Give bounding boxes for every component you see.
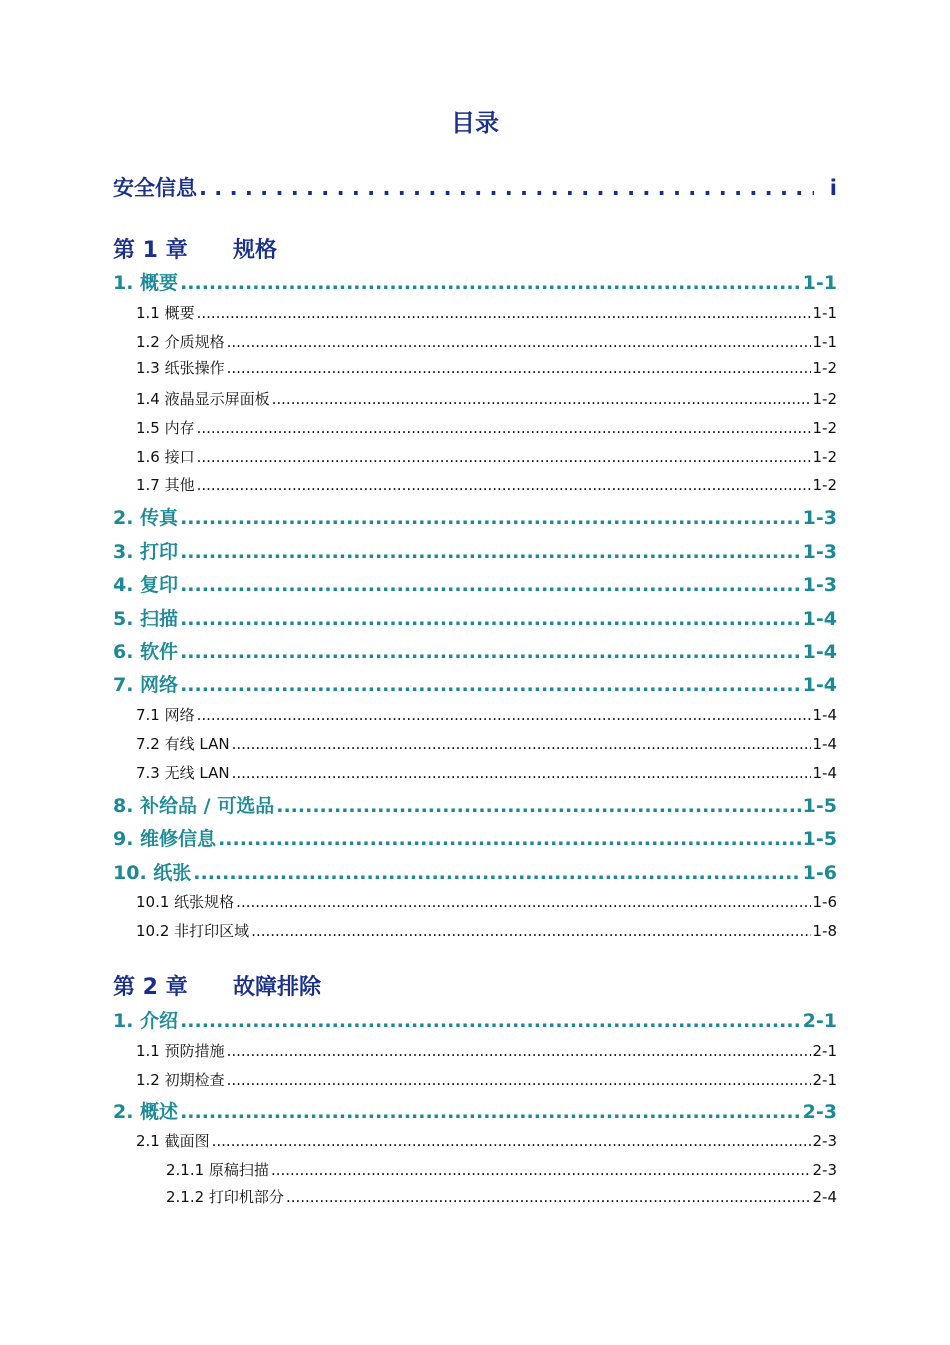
toc-page-number: 1-3 — [802, 507, 837, 529]
toc-entry[interactable] — [136, 331, 837, 352]
toc-label: 1. 介绍 — [113, 1010, 179, 1032]
toc-entry[interactable] — [136, 302, 837, 323]
toc-entry[interactable] — [166, 1159, 837, 1180]
toc-label: 10.1 纸张规格 — [136, 893, 235, 911]
toc-label: 8. 补给品 / 可选品 — [113, 795, 275, 817]
toc-label: 1.5 内存 — [136, 419, 195, 437]
dot-leader — [180, 608, 801, 630]
dot-leader — [271, 1161, 811, 1179]
toc-page-number: 1-4 — [812, 735, 837, 753]
toc-label: 2. 概述 — [113, 1101, 179, 1123]
toc-page-number: 2-4 — [812, 1188, 837, 1206]
dot-leader — [180, 541, 801, 563]
toc-label: 2.1.2 打印机部分 — [166, 1188, 284, 1206]
dot-leader — [180, 641, 801, 663]
chapter-number: 第 1 章 — [113, 238, 188, 263]
toc-entry[interactable] — [136, 1040, 837, 1061]
dot-leader — [232, 735, 811, 753]
toc-page-number: 2-3 — [812, 1161, 837, 1179]
toc-page-number: 1-2 — [812, 359, 837, 377]
toc-page-number: 1-2 — [812, 448, 837, 466]
toc-label: 2. 传真 — [113, 507, 179, 529]
dot-leader — [193, 862, 800, 884]
toc-entry-safety[interactable] — [113, 172, 837, 202]
toc-label: 2.1.1 原稿扫描 — [166, 1161, 269, 1179]
toc-entry[interactable] — [136, 388, 837, 409]
toc-label: 10.2 非打印区域 — [136, 922, 250, 940]
toc-entry[interactable] — [136, 1069, 837, 1090]
toc-entry[interactable] — [113, 1097, 837, 1124]
toc-label: 安全信息 — [113, 176, 197, 200]
toc-label: 7.3 无线 LAN — [136, 764, 230, 782]
toc-page-number: 1-4 — [802, 641, 837, 663]
toc-entry[interactable] — [113, 858, 837, 885]
toc-page-number: 1-3 — [802, 574, 837, 596]
dot-leader — [197, 304, 811, 322]
toc-entry[interactable] — [113, 503, 837, 530]
toc-page-number: 1-3 — [802, 541, 837, 563]
toc-page-number: i — [829, 176, 837, 200]
chapter-title: 规格 — [233, 238, 278, 263]
toc-page-number: 2-1 — [802, 1010, 837, 1032]
toc-page-number: 1-4 — [812, 764, 837, 782]
chapter-number: 第 2 章 — [113, 975, 188, 1000]
toc-entry[interactable] — [113, 791, 837, 818]
toc-label: 7.2 有线 LAN — [136, 735, 230, 753]
dot-leader — [197, 419, 811, 437]
toc-entry[interactable] — [136, 446, 837, 467]
toc-label: 7.1 网络 — [136, 706, 195, 724]
dot-leader — [197, 476, 811, 494]
toc-page-number: 2-1 — [812, 1071, 837, 1089]
dot-leader — [227, 1042, 811, 1060]
dot-leader — [227, 1071, 811, 1089]
toc-page-number: 1-6 — [802, 862, 837, 884]
toc-entry[interactable] — [113, 670, 837, 697]
toc-page-number: 1-4 — [802, 674, 837, 696]
toc-page-number: 1-5 — [802, 795, 837, 817]
toc-label: 1. 概要 — [113, 272, 179, 294]
toc-label: 1.4 液晶显示屏面板 — [136, 390, 270, 408]
toc-label: 6. 软件 — [113, 641, 179, 663]
toc-page-number: 1-4 — [802, 608, 837, 630]
dot-leader — [232, 764, 811, 782]
chapter-heading[interactable] — [113, 233, 277, 264]
toc-label: 1.6 接口 — [136, 448, 195, 466]
toc-label: 9. 维修信息 — [113, 828, 217, 850]
toc-entry[interactable] — [113, 1006, 837, 1033]
toc-label: 5. 扫描 — [113, 608, 179, 630]
toc-label: 1.2 初期检查 — [136, 1071, 225, 1089]
dot-leader — [236, 893, 810, 911]
dot-leader — [180, 1010, 801, 1032]
dot-leader — [180, 507, 801, 529]
dot-leader — [197, 448, 811, 466]
dot-leader — [227, 333, 811, 351]
toc-entry[interactable] — [113, 637, 837, 664]
toc-page-number: 2-1 — [812, 1042, 837, 1060]
toc-page-number: 1-2 — [812, 419, 837, 437]
toc-label: 7. 网络 — [113, 674, 179, 696]
dot-leader — [272, 390, 811, 408]
toc-label: 1.3 纸张操作 — [136, 359, 225, 377]
dot-leader — [180, 574, 801, 596]
dot-leader — [180, 674, 801, 696]
toc-label: 1.2 介质规格 — [136, 333, 225, 351]
toc-page-number: 1-1 — [802, 272, 837, 294]
toc-label: 1.1 概要 — [136, 304, 195, 322]
toc-label: 1.1 预防措施 — [136, 1042, 225, 1060]
toc-entry[interactable] — [136, 1130, 837, 1151]
dot-leader — [199, 176, 814, 200]
toc-entry[interactable] — [136, 357, 837, 378]
toc-label: 4. 复印 — [113, 574, 179, 596]
toc-entry[interactable] — [136, 920, 837, 941]
toc-page-number: 1-2 — [812, 476, 837, 494]
dot-leader — [180, 1101, 801, 1123]
toc-label: 2.1 截面图 — [136, 1132, 210, 1150]
toc-page-number: 1-2 — [812, 390, 837, 408]
toc-page-number: 1-5 — [802, 828, 837, 850]
toc-page-number: 1-1 — [812, 333, 837, 351]
chapter-heading[interactable] — [113, 970, 321, 1001]
dot-leader — [218, 828, 801, 850]
toc-entry[interactable] — [136, 417, 837, 438]
toc-entry[interactable] — [136, 762, 837, 783]
dot-leader — [276, 795, 800, 817]
dot-leader — [227, 359, 811, 377]
toc-page-number: 1-4 — [812, 706, 837, 724]
toc-page-number: 1-6 — [812, 893, 837, 911]
toc-page-number: 1-8 — [812, 922, 837, 940]
dot-leader — [212, 1132, 811, 1150]
dot-leader — [251, 922, 810, 940]
toc-entry[interactable] — [136, 704, 837, 725]
toc-label: 1.7 其他 — [136, 476, 195, 494]
toc-entry[interactable] — [136, 474, 837, 495]
toc-entry[interactable] — [136, 891, 837, 912]
toc-page-number: 1-1 — [812, 304, 837, 322]
toc-entry[interactable] — [166, 1186, 837, 1207]
toc-page-number: 2-3 — [802, 1101, 837, 1123]
toc-entry[interactable] — [113, 824, 837, 851]
dot-leader — [286, 1188, 811, 1206]
toc-label: 3. 打印 — [113, 541, 179, 563]
toc-label: 10. 纸张 — [113, 862, 192, 884]
toc-entry[interactable] — [113, 570, 837, 597]
toc-entry[interactable] — [136, 733, 837, 754]
dot-leader — [197, 706, 811, 724]
toc-entry[interactable] — [113, 268, 837, 295]
toc-page-number: 2-3 — [812, 1132, 837, 1150]
page-title: 目录 — [451, 109, 499, 137]
toc-entry[interactable] — [113, 537, 837, 564]
dot-leader — [180, 272, 801, 294]
chapter-title: 故障排除 — [233, 975, 322, 1000]
toc-entry[interactable] — [113, 604, 837, 631]
